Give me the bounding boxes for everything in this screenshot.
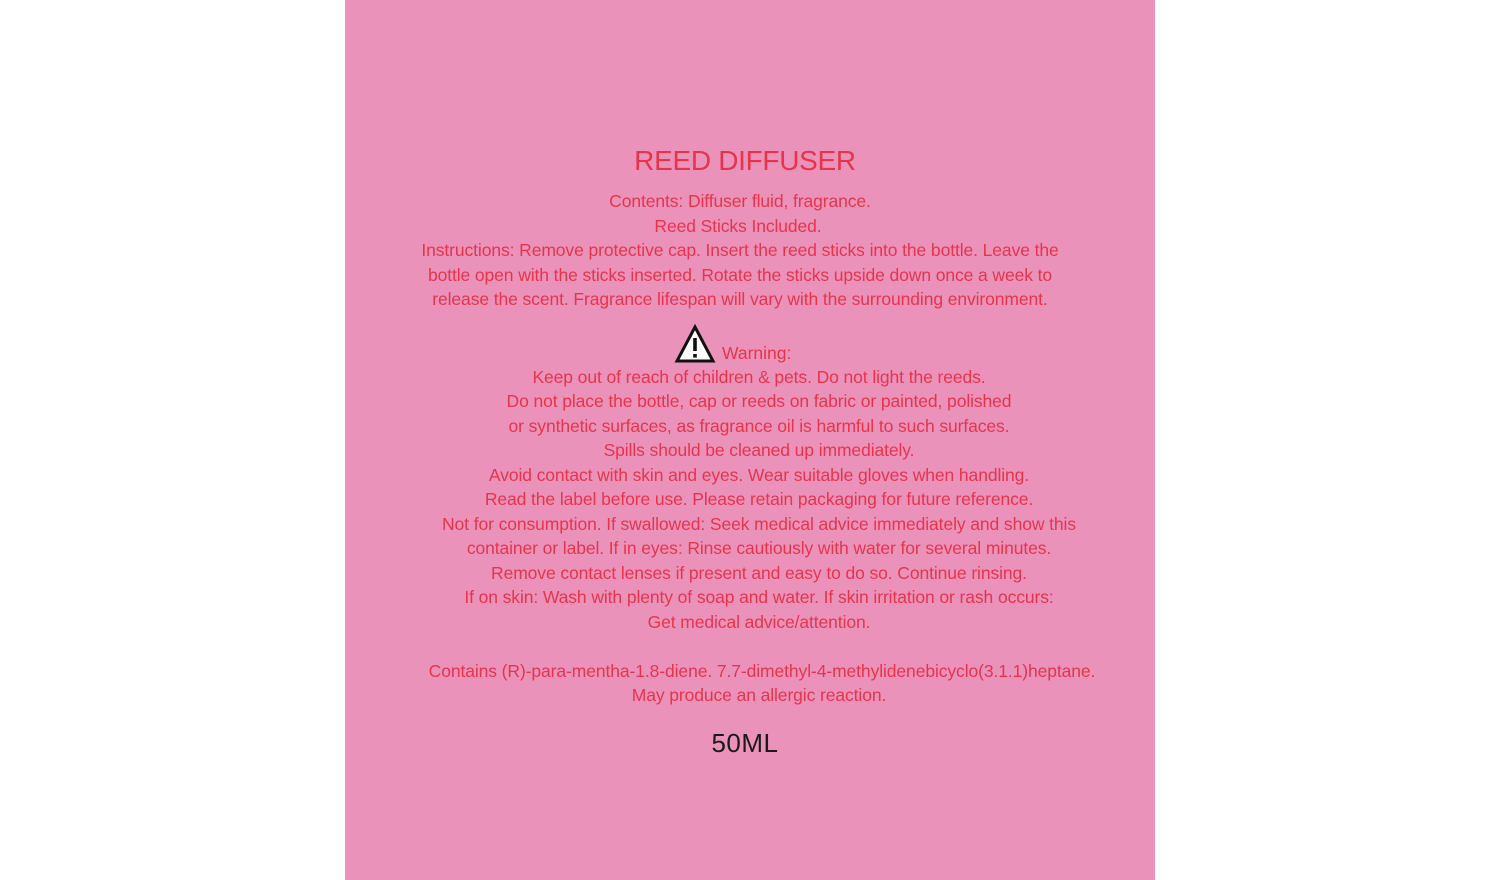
contents-line: Contents: Diffuser fluid, fragrance. <box>609 191 871 211</box>
warning-line: If on skin: Wash with plenty of soap and water. If skin irritation or rash occurs: <box>464 587 1054 607</box>
warning-label: Warning: <box>722 343 792 363</box>
warning-line: Remove contact lenses if present and easy to do so. Continue rinsing. <box>491 563 1027 583</box>
warning-line: or synthetic surfaces, as fragrance oil is harmful to such surfaces. <box>508 416 1010 436</box>
instructions-line: release the scent. Fragrance lifespan will vary with the surrounding environment. <box>432 289 1048 309</box>
warning-line: Read the label before use. Please retain packaging for future reference. <box>484 489 1034 509</box>
warning-line: Avoid contact with skin and eyes. Wear suitable gloves when handling. <box>488 465 1030 485</box>
warning-triangle-icon <box>674 324 716 364</box>
product-label <box>345 0 1155 880</box>
warning-line: container or label. If in eyes: Rinse cautiously with water for several minutes. <box>466 538 1052 558</box>
volume-label: 50ML <box>711 728 779 758</box>
contains-line: Contains (R)-para-mentha-1.8-diene. 7.7-dimethyl-4-methylidenebicyclo(3.1.1)heptane. <box>428 661 1096 681</box>
warning-line: Keep out of reach of children & pets. Do not light the reeds. <box>532 367 986 387</box>
warning-line: Spills should be cleaned up immediately. <box>603 440 915 460</box>
contains-line: May produce an allergic reaction. <box>631 685 887 705</box>
instructions-line: Instructions: Remove protective cap. Insert the reed sticks into the bottle. Leave the <box>421 240 1059 260</box>
warning-line: Not for consumption. If swallowed: Seek medical advice immediately and show this <box>442 514 1076 534</box>
instructions-line: bottle open with the sticks inserted. Rotate the sticks upside down once a week to <box>427 265 1053 285</box>
warning-line: Do not place the bottle, cap or reeds on fabric or painted, polished <box>506 391 1012 411</box>
product-title: REED DIFFUSER <box>634 145 856 176</box>
warning-line: Get medical advice/attention. <box>647 612 871 632</box>
warning-heading <box>345 322 1155 366</box>
contents-line: Reed Sticks Included. <box>654 216 822 236</box>
